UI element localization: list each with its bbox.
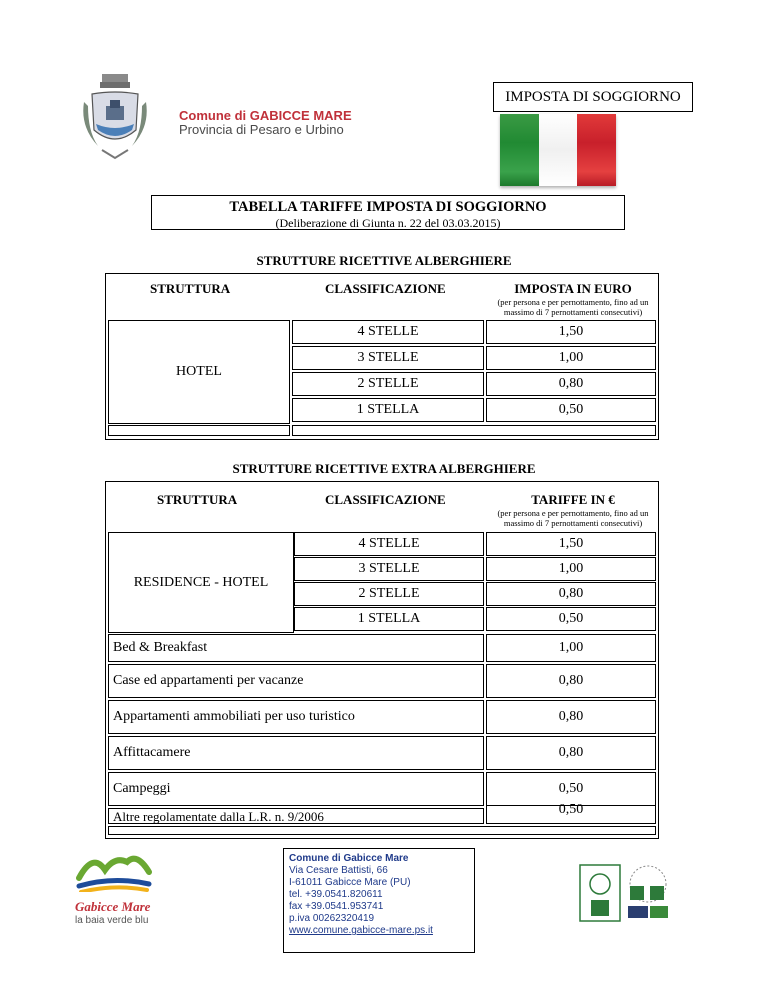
contact-tel: tel. +39.0541.820611 <box>289 889 383 900</box>
gabicce-logo <box>75 848 153 928</box>
page-title: TABELLA TARIFFE IMPOSTA DI SOGGIORNO <box>229 199 547 215</box>
table-row: 4 STELLE <box>292 320 484 344</box>
struttura-residence: RESIDENCE - HOTEL <box>108 532 294 633</box>
provincia-name: Provincia di Pesaro e Urbino <box>179 122 344 137</box>
table-cell-value: 1,50 <box>486 320 656 344</box>
table-cell-value: 1,00 <box>486 346 656 370</box>
page-subtitle: (Deliberazione di Giunta n. 22 del 03.03.2015) <box>275 216 501 230</box>
table-cell-value: 0,50 <box>486 772 656 806</box>
main-title-box <box>151 195 625 230</box>
table-row: 2 STELLE <box>292 372 484 396</box>
table-row: 3 STELLE <box>294 557 484 581</box>
contact-box <box>283 848 475 953</box>
table-row: Affittacamere <box>108 736 484 770</box>
logo-tagline: la baia verde blu <box>75 915 149 926</box>
section-title-alberghiere: STRUTTURE RICETTIVE ALBERGHIERE <box>256 253 512 268</box>
table-row: 3 STELLE <box>292 346 484 370</box>
contact-address: Via Cesare Battisti, 66 <box>289 865 388 876</box>
table-row: 4 STELLE <box>294 532 484 556</box>
comune-name: Comune di GABICCE MARE <box>179 108 352 123</box>
table-cell-value: 0,50 <box>486 398 656 422</box>
table-row: 1 STELLA <box>294 607 484 631</box>
empty-cell <box>292 425 656 436</box>
table-cell-value: 1,00 <box>486 557 656 581</box>
table-cell-value: 1,50 <box>486 532 656 556</box>
certification-badge-icon <box>579 864 621 922</box>
table-cell-value: 0,50 <box>486 796 656 824</box>
comune-crest-icon <box>78 72 152 160</box>
iso-certification-icon <box>624 864 672 922</box>
contact-piva: p.iva 00262320419 <box>289 913 375 924</box>
header-classificazione: CLASSIFICAZIONE <box>325 281 446 296</box>
table-cell-value: 0,80 <box>486 664 656 698</box>
header-struttura: STRUTTURA <box>157 492 238 507</box>
header-classificazione: CLASSIFICAZIONE <box>325 492 446 507</box>
table-cell-value: 0,80 <box>486 736 656 770</box>
header-tariffe: TARIFFE IN € <box>531 492 615 507</box>
contact-fax: fax +39.0541.953741 <box>289 901 384 912</box>
table-cell-value: 0,50 <box>486 607 656 631</box>
header-note: (per persona e per pernottamento, fino ad un massimo di 7 pernottamenti consecutivi) <box>497 297 649 317</box>
italian-flag-icon <box>500 114 616 186</box>
table-row: Campeggi <box>108 772 484 806</box>
logo-name: Gabicce Mare <box>75 899 151 914</box>
section-title-extra: STRUTTURE RICETTIVE EXTRA ALBERGHIERE <box>232 461 536 476</box>
table-cell-value: 1,00 <box>486 634 656 662</box>
header-struttura: STRUTTURA <box>150 281 231 296</box>
table-cell-value: 0,80 <box>486 582 656 606</box>
table-row: Appartamenti ammobiliati per uso turistico <box>108 700 484 734</box>
header-imposta: IMPOSTA IN EURO <box>514 281 632 296</box>
table-row: Bed & Breakfast <box>108 634 484 662</box>
empty-cell <box>108 826 656 835</box>
table-cell-value: 0,80 <box>486 372 656 396</box>
table-row: 2 STELLE <box>294 582 484 606</box>
table-cell-value: 0,80 <box>486 700 656 734</box>
gabicce-hills-icon <box>75 848 153 892</box>
table-row: 1 STELLA <box>292 398 484 422</box>
contact-name: Comune di Gabicce Mare <box>289 853 409 864</box>
table-row: Case ed appartamenti per vacanze <box>108 664 484 698</box>
contact-city: I-61011 Gabicce Mare (PU) <box>289 877 411 888</box>
contact-website-link[interactable]: www.comune.gabicce-mare.ps.it <box>289 925 433 936</box>
table-row: Altre regolamentate dalla L.R. n. 9/2006 <box>108 808 484 824</box>
struttura-hotel: HOTEL <box>108 320 290 424</box>
empty-cell <box>108 425 290 436</box>
document-label: IMPOSTA DI SOGGIORNO <box>493 82 693 112</box>
header-note: (per persona e per pernottamento, fino ad un massimo di 7 pernottamenti consecutivi) <box>497 508 649 528</box>
